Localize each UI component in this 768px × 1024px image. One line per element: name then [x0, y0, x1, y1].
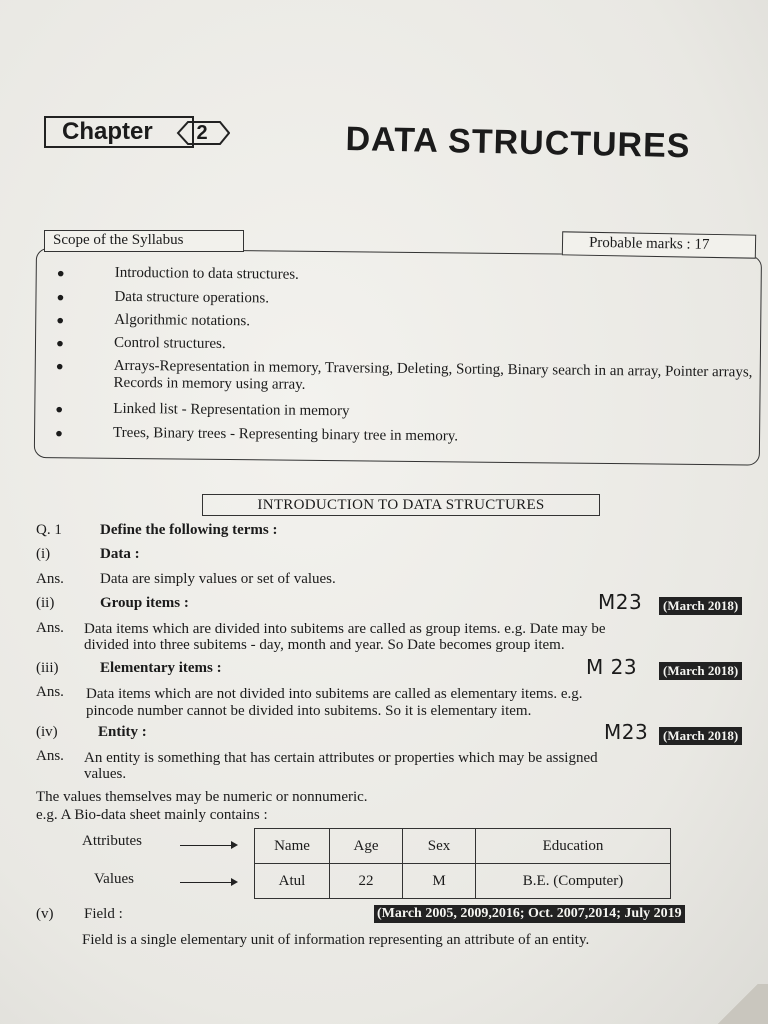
- answer-data: Data are simply values or set of values.: [100, 571, 336, 587]
- bullet-icon: ●: [55, 401, 64, 417]
- answer-group-items-line1: Data items which are divided into subitems are called as group items. e.g. Date may be: [84, 621, 606, 637]
- item-number: (iv): [36, 724, 58, 740]
- bullet-icon: ●: [55, 335, 64, 351]
- example-intro: e.g. A Bio-data sheet mainly contains :: [36, 807, 268, 823]
- arrow-right-icon: [180, 845, 236, 846]
- list-item: ● Algorithmic notations.: [56, 311, 251, 330]
- answer-entity-line1: An entity is something that has certain attributes or properties which may be assigned: [84, 750, 598, 766]
- ans-label: Ans.: [36, 620, 64, 636]
- term-group-items: Group items :: [100, 595, 189, 611]
- exam-tag: (March 2018): [659, 727, 742, 745]
- arrow-right-icon: [180, 882, 236, 883]
- ans-label: Ans.: [36, 748, 64, 764]
- probable-marks-label: Probable marks : 17: [562, 231, 756, 258]
- item-number: (ii): [36, 595, 55, 611]
- item-number: (i): [36, 546, 51, 562]
- handwritten-note: M 23: [586, 655, 638, 679]
- values-label: Values: [94, 871, 134, 887]
- table-cell: Atul: [255, 864, 330, 899]
- chapter-number: 2: [196, 121, 208, 144]
- handwritten-note: M23: [604, 720, 649, 744]
- bullet-icon: ●: [55, 358, 64, 374]
- table-row: [255, 864, 671, 899]
- page-corner-shadow: [708, 984, 768, 1024]
- page-title: DATA STRUCTURES: [345, 120, 691, 166]
- term-data: Data :: [100, 546, 140, 562]
- attributes-label: Attributes: [82, 833, 142, 849]
- exam-tag: (March 2018): [659, 662, 742, 680]
- ans-label: Ans.: [36, 684, 64, 700]
- bullet-icon: ●: [56, 289, 65, 305]
- bullet-icon: ●: [56, 312, 65, 328]
- scope-label: Scope of the Syllabus: [44, 230, 244, 252]
- table-header-cell: Age: [330, 829, 403, 864]
- question-number: Q. 1: [36, 522, 62, 538]
- table-cell: 22: [330, 864, 403, 899]
- chapter-label-box: [44, 116, 194, 148]
- answer-group-items-line2: divided into three subitems - day, month and year. So Date becomes group item.: [84, 637, 565, 653]
- answer-elementary-items-line1: Data items which are not divided into subitems are called as elementary items. e.g.: [86, 686, 583, 702]
- table-header-cell: Education: [476, 829, 671, 864]
- term-entity: Entity :: [98, 724, 147, 740]
- values-note: The values themselves may be numeric or nonnumeric.: [36, 789, 368, 805]
- list-item: ● Data structure operations.: [56, 288, 270, 307]
- answer-elementary-items-line2: pincode number cannot be divided into subitems. So it is elementary item.: [86, 703, 532, 719]
- exam-tag: (March 2005, 2009,2016; Oct. 2007,2014; July 2019: [374, 905, 685, 923]
- item-number: (iii): [36, 660, 59, 676]
- exam-tag: (March 2018): [659, 597, 742, 615]
- chapter-number-badge: [174, 120, 230, 146]
- ans-label: Ans.: [36, 571, 64, 587]
- section-heading: INTRODUCTION TO DATA STRUCTURES: [202, 494, 600, 516]
- list-item: ● Linked list - Representation in memory: [55, 400, 350, 420]
- handwritten-note: M23: [598, 590, 643, 614]
- answer-field: Field is a single elementary unit of information representing an attribute of an entity.: [82, 932, 590, 948]
- table-header-cell: Name: [255, 829, 330, 864]
- answer-entity-line2: values.: [84, 766, 127, 782]
- table-cell: M: [403, 864, 476, 899]
- bullet-icon: ●: [56, 265, 65, 281]
- list-item: ● Control structures.: [55, 334, 226, 352]
- term-field: Field :: [84, 906, 123, 922]
- bio-data-table: [254, 828, 671, 899]
- question-text: Define the following terms :: [100, 522, 278, 538]
- list-item: ● Trees, Binary trees - Representing binary tree in memory.: [54, 424, 459, 445]
- table-row: [255, 829, 671, 864]
- item-number: (v): [36, 906, 54, 922]
- syllabus-box: [34, 248, 762, 466]
- bullet-icon: ●: [54, 425, 64, 441]
- list-item: ● Introduction to data structures.: [56, 264, 299, 283]
- list-item: ● Arrays-Representation in memory, Traversing, Deleting, Sorting, Binary search in an array, Pointer arrays, Records in memory using array.: [55, 357, 753, 393]
- table-header-cell: Sex: [403, 829, 476, 864]
- chapter-label: Chapter: [62, 118, 153, 145]
- term-elementary-items: Elementary items :: [100, 660, 222, 676]
- table-cell: B.E. (Computer): [476, 864, 671, 899]
